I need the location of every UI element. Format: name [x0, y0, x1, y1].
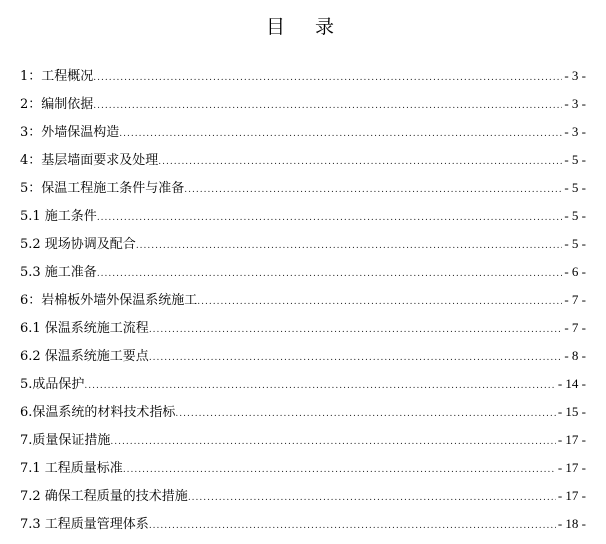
- dot-leader: [197, 288, 562, 316]
- dot-leader: [175, 400, 555, 428]
- toc-entry-page: - 5 -: [564, 180, 586, 195]
- dot-leader: [93, 64, 562, 92]
- toc-entry-page: - 7 -: [564, 292, 586, 307]
- toc-entry[interactable]: [20, 342, 586, 370]
- toc-entry[interactable]: [20, 258, 586, 286]
- toc-entry[interactable]: [20, 482, 586, 510]
- toc-entry[interactable]: [20, 510, 586, 538]
- toc-entry[interactable]: [20, 314, 586, 342]
- dot-leader: [158, 148, 562, 176]
- toc-entry[interactable]: [20, 146, 586, 174]
- toc-entry-label: 5.3 施工准备: [20, 265, 97, 280]
- toc-entry-page: - 3 -: [564, 124, 586, 139]
- toc-entry-label: 6.2 保温系统施工要点: [20, 349, 149, 364]
- toc-entry-page: - 3 -: [564, 68, 586, 83]
- toc-entry[interactable]: [20, 454, 586, 482]
- toc-entry-page: - 17 -: [557, 460, 586, 475]
- toc-entry-page: - 8 -: [564, 348, 586, 363]
- toc-entry[interactable]: [20, 174, 586, 202]
- toc-entry-label: 4：基层墙面要求及处理: [20, 153, 159, 168]
- dot-leader: [149, 344, 563, 372]
- dot-leader: [149, 316, 563, 344]
- dot-leader: [84, 372, 555, 400]
- dot-leader: [97, 260, 563, 288]
- toc-entry[interactable]: [20, 398, 586, 426]
- toc-entry-label: 7.3 工程质量管理体系: [20, 517, 149, 532]
- dot-leader: [136, 232, 563, 260]
- dot-leader: [184, 176, 562, 204]
- toc-entry-label: 5.成品保护: [20, 377, 85, 392]
- page-title: 目 录: [265, 16, 347, 38]
- toc-entry-page: - 14 -: [557, 376, 586, 391]
- toc-entry-page: - 17 -: [557, 488, 586, 503]
- toc-entry[interactable]: [20, 426, 586, 454]
- dot-leader: [123, 456, 556, 484]
- toc-entry-page: - 15 -: [557, 404, 586, 419]
- toc-entry-page: - 3 -: [564, 96, 586, 111]
- toc-entry-label: 6.1 保温系统施工流程: [20, 321, 149, 336]
- toc-entry[interactable]: [20, 118, 586, 146]
- toc-entry-page: - 18 -: [557, 516, 586, 531]
- toc-entry-page: - 17 -: [557, 432, 586, 447]
- toc-entry[interactable]: [20, 90, 586, 118]
- toc-entry-label: 3：外墙保温构造: [20, 125, 120, 140]
- toc-entry-label: 7.2 确保工程质量的技术措施: [20, 489, 188, 504]
- toc-entry-label: 1：工程概况: [20, 69, 94, 84]
- dot-leader: [97, 204, 563, 232]
- dot-leader: [188, 484, 556, 512]
- toc-entry-page: - 5 -: [564, 208, 586, 223]
- toc-entry-page: - 5 -: [564, 236, 586, 251]
- toc-entry-label: 5：保温工程施工条件与准备: [20, 181, 185, 196]
- toc-entry-page: - 7 -: [564, 320, 586, 335]
- toc-entry-label: 7.质量保证措施: [20, 433, 111, 448]
- toc-entry-label: 7.1 工程质量标准: [20, 461, 123, 476]
- toc-entry-label: 2：编制依据: [20, 97, 94, 112]
- toc-entry[interactable]: [20, 230, 586, 258]
- toc-entry-label: 5.2 现场协调及配合: [20, 237, 136, 252]
- dot-leader: [119, 120, 562, 148]
- toc-list: [20, 62, 586, 538]
- toc-entry-label: 6：岩棉板外墙外保温系统施工: [20, 293, 198, 308]
- dot-leader: [110, 428, 555, 456]
- toc-entry-label: 6.保温系统的材料技术指标: [20, 405, 176, 420]
- toc-entry[interactable]: [20, 202, 586, 230]
- toc-entry-page: - 5 -: [564, 152, 586, 167]
- toc-entry[interactable]: [20, 370, 586, 398]
- toc-entry[interactable]: [20, 62, 586, 90]
- toc-entry-page: - 6 -: [564, 264, 586, 279]
- dot-leader: [93, 92, 562, 120]
- toc-entry[interactable]: [20, 286, 586, 314]
- toc-entry-label: 5.1 施工条件: [20, 209, 97, 224]
- dot-leader: [149, 512, 556, 540]
